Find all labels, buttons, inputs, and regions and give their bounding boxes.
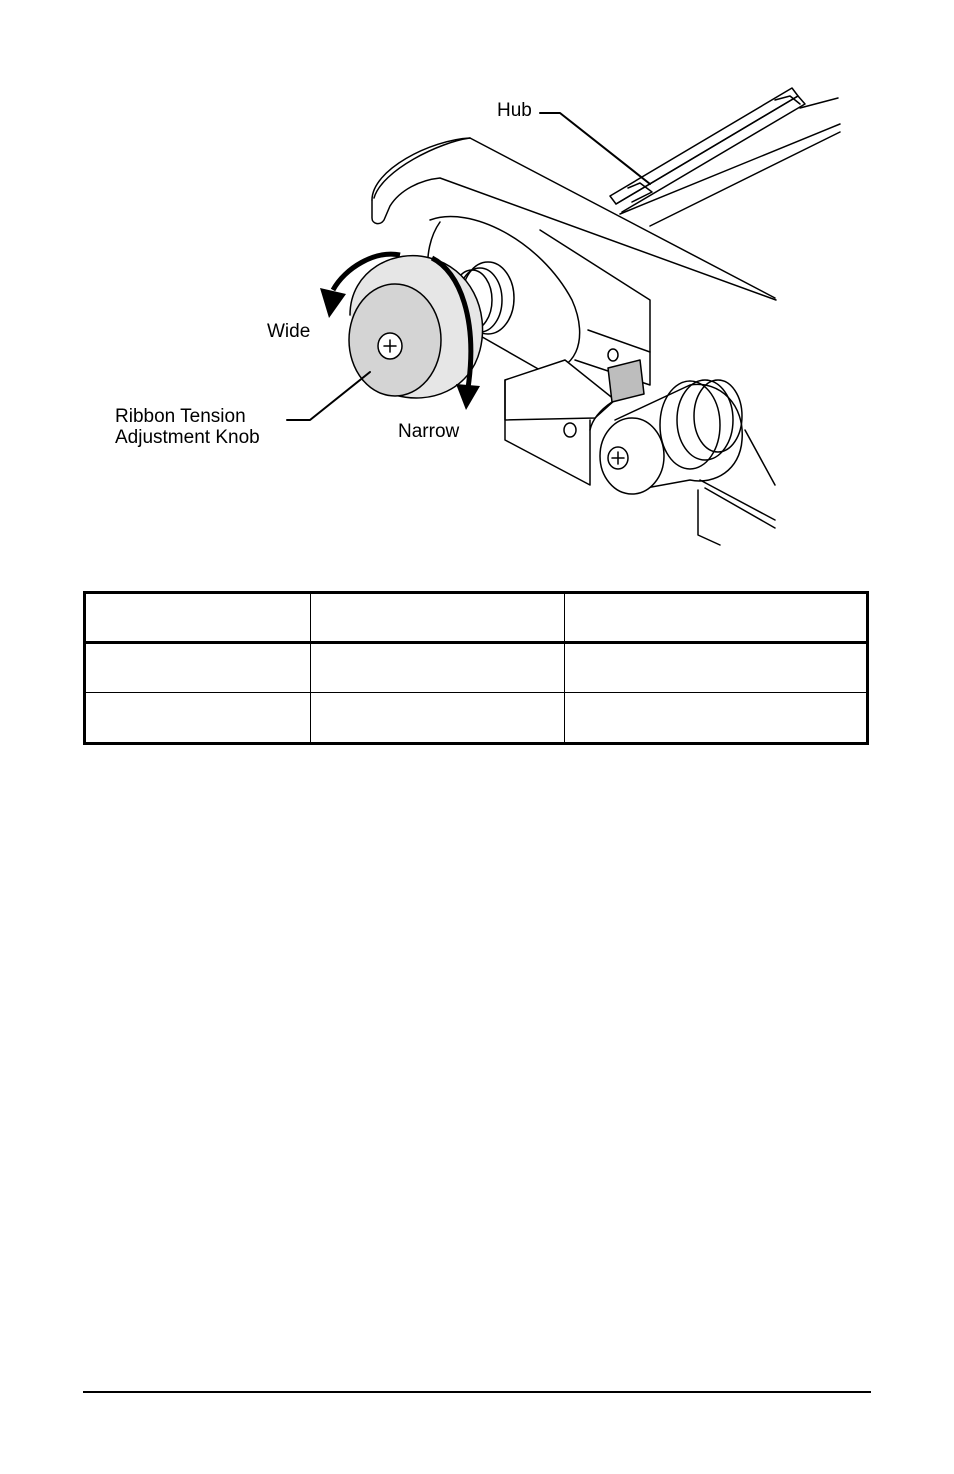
base-plate bbox=[698, 480, 775, 545]
table-cell bbox=[310, 642, 564, 692]
footer-divider bbox=[83, 1391, 871, 1393]
tension-knob bbox=[349, 256, 483, 398]
hub-leader-line bbox=[540, 113, 650, 184]
table-row bbox=[85, 692, 868, 743]
table-cell bbox=[564, 692, 867, 743]
wide-label: Wide bbox=[267, 321, 311, 342]
table-cell bbox=[310, 692, 564, 743]
tension-knob-label-line1: Ribbon Tension bbox=[115, 406, 246, 427]
table-cell bbox=[85, 692, 311, 743]
ribbon-tension-illustration bbox=[0, 0, 954, 560]
table-cell bbox=[564, 593, 867, 643]
knob-leader-line bbox=[287, 372, 370, 420]
hub-rail bbox=[610, 88, 840, 226]
table-row bbox=[85, 642, 868, 692]
narrow-label: Narrow bbox=[398, 421, 460, 442]
tension-knob-label-line2: Adjustment Knob bbox=[115, 427, 260, 448]
hub-label: Hub bbox=[497, 100, 532, 121]
table-cell bbox=[564, 642, 867, 692]
table-cell bbox=[310, 593, 564, 643]
spec-table bbox=[83, 591, 869, 745]
table-cell bbox=[85, 593, 311, 643]
table-cell bbox=[85, 642, 311, 692]
table-header-row bbox=[85, 593, 868, 643]
tension-knob-label bbox=[115, 406, 260, 448]
